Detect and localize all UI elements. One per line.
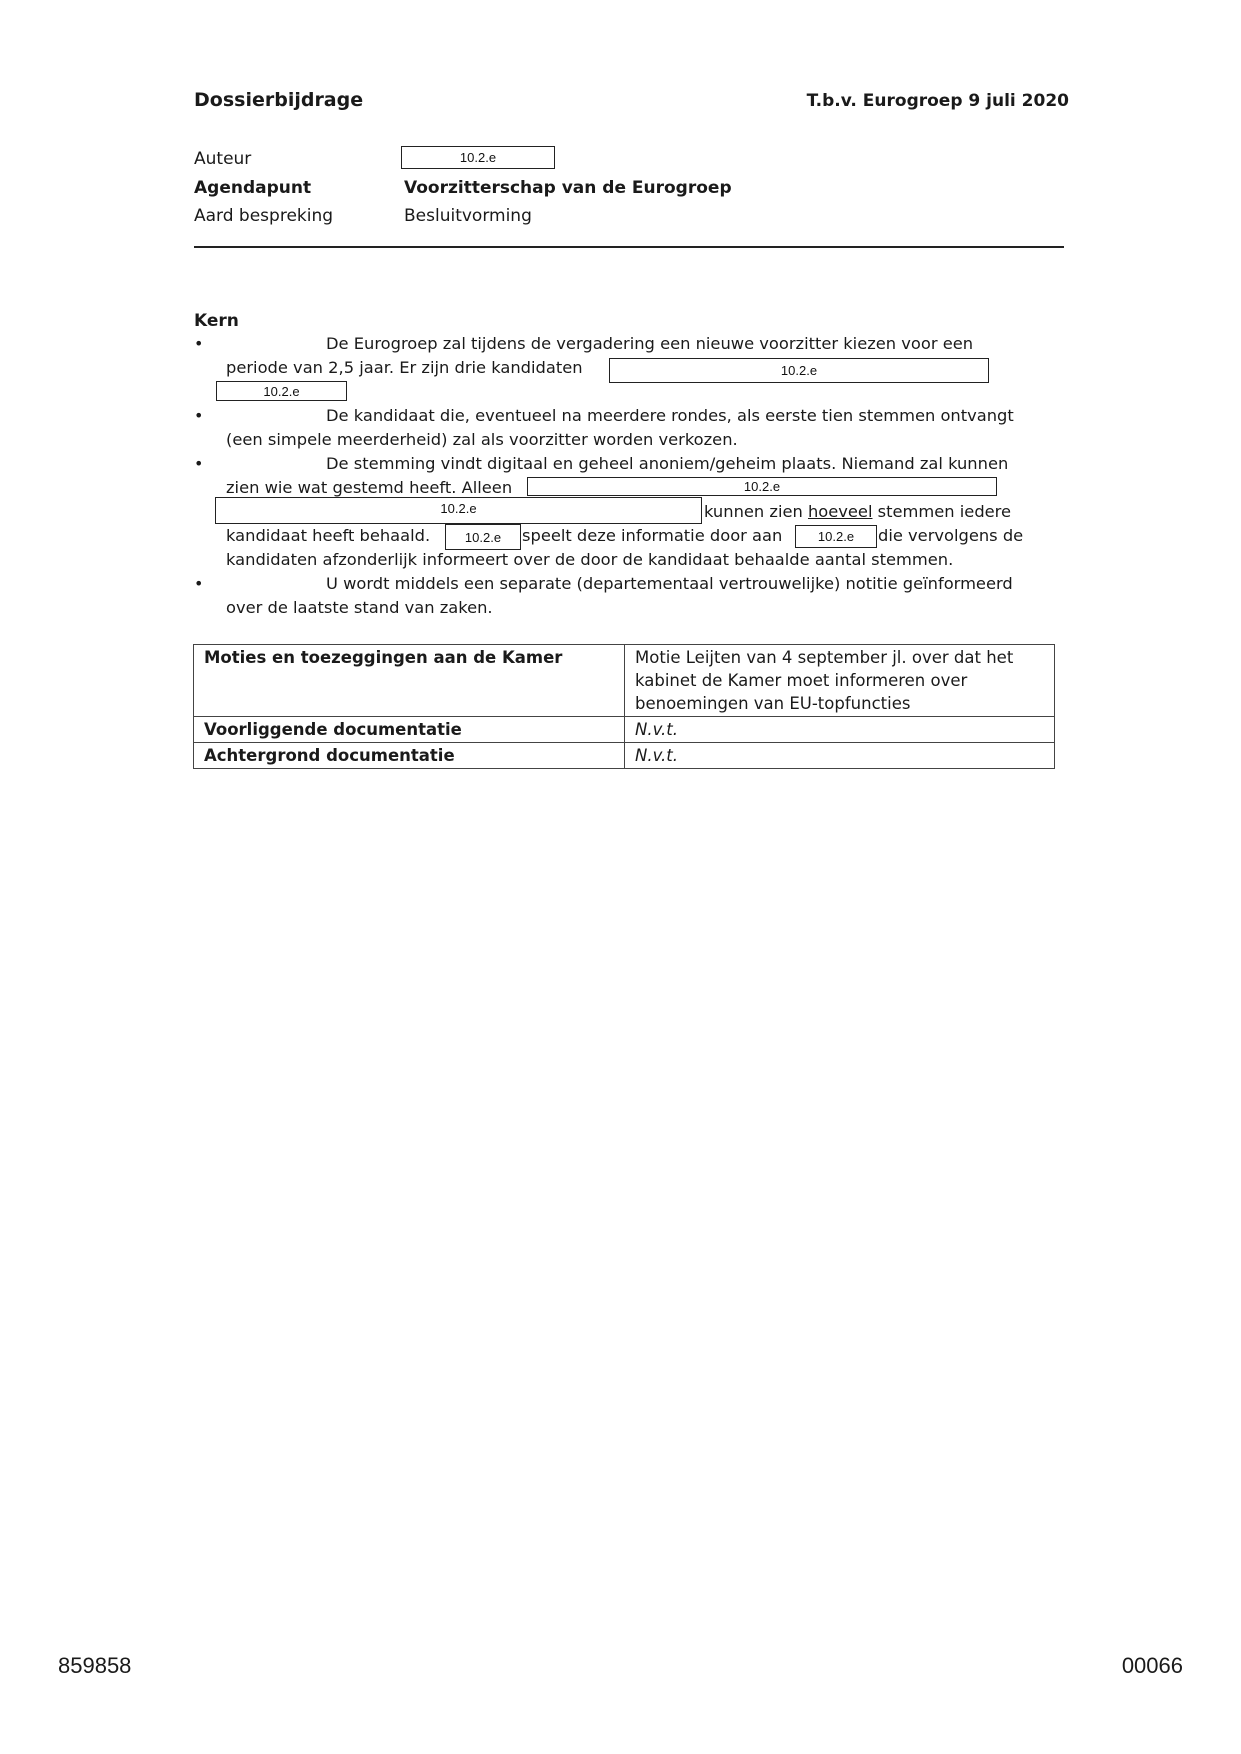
moties-table	[193, 644, 1055, 769]
footer-page-number: 00066	[1121, 1653, 1183, 1678]
bullet-4-line-2: over de laatste stand van zaken.	[226, 598, 493, 617]
table-row-label: Voorliggende documentatie	[194, 717, 625, 743]
bullet-3-line-2: zien wie wat gestemd heeft. Alleen	[226, 478, 513, 497]
redaction-auteur: 10.2.e	[401, 146, 555, 169]
table-row	[194, 717, 1055, 743]
header-divider	[194, 246, 1064, 248]
bullet-4-line-1: U wordt middels een separate (departementaal vertrouwelijke) notitie geïnformeerd	[326, 574, 1013, 593]
bullet-3-line-3: kunnen zien hoeveel stemmen iedere	[704, 502, 1012, 521]
bullet-4: •	[194, 574, 204, 593]
table-row	[194, 743, 1055, 769]
bullet-1-line-2: periode van 2,5 jaar. Er zijn drie kandidaten	[226, 358, 583, 377]
bullet-3-line-1: De stemming vindt digitaal en geheel anoniem/geheim plaats. Niemand zal kunnen	[326, 454, 1009, 473]
aard-label: Aard bespreking	[194, 206, 334, 226]
redaction-kandidaten: 10.2.e	[609, 358, 989, 383]
bullet-1: •	[194, 334, 204, 353]
document-title: Dossierbijdrage	[194, 89, 364, 111]
table-row	[194, 645, 1055, 717]
bullet-2-line-2: (een simpele meerderheid) zal als voorzitter worden verkozen.	[226, 430, 738, 449]
bullet-2-line-1: De kandidaat die, eventueel na meerdere rondes, als eerste tien stemmen ontvangt	[326, 406, 1014, 425]
bullet-1-line-1: De Eurogroep zal tijdens de vergadering een nieuwe voorzitter kiezen voor een	[326, 334, 974, 353]
table-row-label: Achtergrond documentatie	[194, 743, 625, 769]
document-context: T.b.v. Eurogroep 9 juli 2020	[806, 91, 1069, 111]
bullet-3: •	[194, 454, 204, 473]
table-row-value: N.v.t.	[625, 717, 1055, 743]
bullet-3-line-4c: die vervolgens de	[878, 526, 1024, 545]
redaction-speelt: 10.2.e	[445, 524, 521, 550]
redaction-kandidaten-cont: 10.2.e	[216, 381, 347, 401]
table-row-label: Moties en toezeggingen aan de Kamer	[194, 645, 625, 717]
redaction-doorgeven: 10.2.e	[795, 525, 877, 548]
aard-value: Besluitvorming	[404, 206, 532, 226]
bullet-3-line-5: kandidaten afzonderlijk informeert over de door de kandidaat behaalde aantal stemmen.	[226, 550, 954, 569]
bullet-3-line-4a: kandidaat heeft behaald.	[226, 526, 431, 545]
bullet-2: •	[194, 406, 204, 425]
agendapunt-label: Agendapunt	[194, 178, 312, 198]
redaction-alleen-cont: 10.2.e	[215, 497, 702, 524]
redaction-alleen: 10.2.e	[527, 477, 997, 496]
bullet-3-line-4b: speelt deze informatie door aan	[522, 526, 783, 545]
footer-document-number: 859858	[58, 1653, 132, 1678]
kern-heading: Kern	[194, 311, 239, 331]
table-row-value: N.v.t.	[625, 743, 1055, 769]
auteur-label: Auteur	[194, 149, 252, 169]
agendapunt-value: Voorzitterschap van de Eurogroep	[404, 178, 732, 198]
table-row-value: Motie Leijten van 4 september jl. over dat het kabinet de Kamer moet informeren over benoemingen van EU-topfuncties	[625, 645, 1055, 717]
